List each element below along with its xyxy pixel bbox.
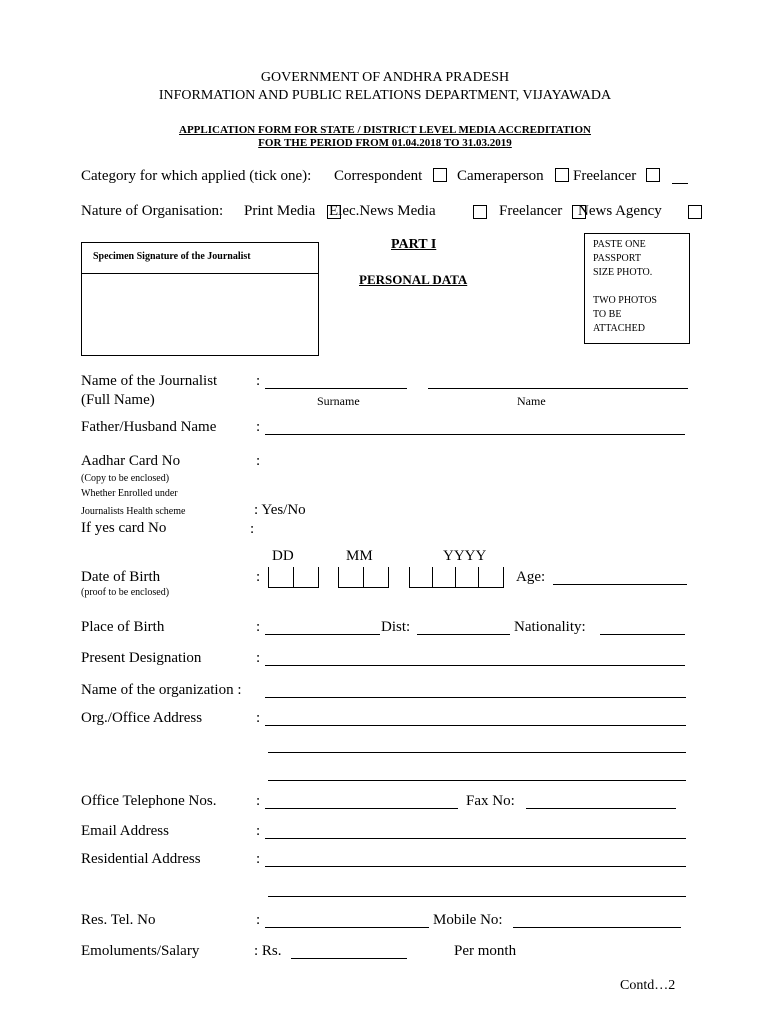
aadhar-colon: : [256,453,261,469]
org-checkbox-elec-news-media[interactable] [473,205,487,219]
age-input[interactable] [553,584,687,585]
org-option-news-agency: News Agency [578,203,662,219]
salary-label: Emoluments/Salary [81,943,200,959]
res-tel-input[interactable] [265,927,429,928]
dob-year-2[interactable] [432,567,456,588]
dob-month-2[interactable] [363,567,389,588]
full-name-label: (Full Name) [81,392,155,408]
aadhar-note-1: (Copy to be enclosed) [81,473,170,484]
office-tel-label: Office Telephone Nos. [81,793,217,809]
category-option-correspondent: Correspondent [334,168,423,184]
org-option-print-media: Print Media [244,203,316,219]
card-no-label: If yes card No [81,520,167,536]
place-of-birth-label: Place of Birth [81,619,165,635]
name-colon: : [256,373,261,389]
health-scheme-yes-no[interactable]: : Yes/No [254,502,306,518]
nationality-input[interactable] [600,634,685,635]
org-address-input-2[interactable] [268,752,686,753]
dob-colon: : [256,569,261,585]
name-input[interactable] [428,388,688,389]
photo-text-5: TO BE [593,309,622,320]
category-option-cameraperson: Cameraperson [457,168,544,184]
photo-text-3: SIZE PHOTO. [593,267,653,278]
salary-input[interactable] [291,958,407,959]
res-tel-label: Res. Tel. No [81,912,156,928]
aadhar-note-3: Journalists Health scheme [81,506,186,517]
name-caption: Name [517,394,546,408]
surname-caption: Surname [317,394,360,408]
organisation-label: Nature of Organisation: [81,203,224,219]
father-label: Father/Husband Name [81,419,217,435]
continued-note: Contd…2 [620,978,676,993]
dob-note: (proof to be enclosed) [81,587,170,598]
dob-day-2[interactable] [293,567,319,588]
part-title: PART I [391,237,437,252]
photo-text-6: ATTACHED [593,323,645,334]
signature-box[interactable] [81,242,319,356]
father-colon: : [256,419,261,435]
card-no-colon: : [250,521,255,537]
fax-input[interactable] [526,808,676,809]
mobile-label: Mobile No: [433,912,503,928]
dist-label: Dist: [381,619,411,635]
aadhar-label: Aadhar Card No [81,453,181,469]
designation-label: Present Designation [81,650,202,666]
office-tel-input[interactable] [265,808,458,809]
designation-colon: : [256,650,261,666]
res-address-colon: : [256,851,261,867]
org-checkbox-news-agency[interactable] [688,205,702,219]
photo-text-2: PASSPORT [593,253,641,264]
mobile-input[interactable] [513,927,681,928]
aadhar-note-2: Whether Enrolled under [81,488,178,499]
header-line-2: INFORMATION AND PUBLIC RELATIONS DEPARTMENT, VIJAYAWADA [158,88,612,103]
place-colon: : [256,619,261,635]
email-input[interactable] [265,838,686,839]
category-checkbox-correspondent[interactable] [433,168,447,182]
photo-text-4: TWO PHOTOS [593,295,657,306]
org-option-elec-news-media: Elec.News Media [329,203,436,219]
org-address-label: Org./Office Address [81,710,203,726]
photo-box[interactable] [584,233,690,344]
res-address-input-1[interactable] [265,866,686,867]
res-address-input-2[interactable] [268,896,686,897]
dist-input[interactable] [417,634,510,635]
email-label: Email Address [81,823,169,839]
photo-text-1: PASTE ONE [593,239,646,250]
rs-label: : Rs. [254,943,282,959]
place-of-birth-input[interactable] [265,634,380,635]
name-label: Name of the Journalist [81,373,218,389]
surname-input[interactable] [265,388,407,389]
email-colon: : [256,823,261,839]
dob-month-1[interactable] [338,567,364,588]
dob-year-4[interactable] [478,567,504,588]
mm-label: MM [346,548,373,564]
category-option-freelancer: Freelancer [573,168,637,184]
org-address-colon: : [256,710,261,726]
category-underline [672,183,688,184]
designation-input[interactable] [265,665,685,666]
nationality-label: Nationality: [514,619,586,635]
category-checkbox-freelancer[interactable] [646,168,660,182]
category-checkbox-cameraperson[interactable] [555,168,569,182]
org-address-input-1[interactable] [265,725,686,726]
category-label: Category for which applied (tick one): [81,168,312,184]
signature-box-label: Specimen Signature of the Journalist [93,251,251,262]
yyyy-label: YYYY [443,548,487,564]
part-subtitle: PERSONAL DATA [359,272,468,287]
res-address-label: Residential Address [81,851,201,867]
org-name-label: Name of the organization : [81,682,242,698]
org-address-input-3[interactable] [268,780,686,781]
per-month-label: Per month [454,943,517,959]
org-name-input[interactable] [265,697,686,698]
father-input[interactable] [265,434,685,435]
fax-label: Fax No: [466,793,515,809]
dob-day-1[interactable] [268,567,294,588]
form-title: APPLICATION FORM FOR STATE / DISTRICT LEVEL MEDIA ACCREDITATION [179,124,591,136]
office-tel-colon: : [256,793,261,809]
form-period: FOR THE PERIOD FROM 01.04.2018 TO 31.03.2019 [258,137,512,149]
org-option-freelancer: Freelancer [499,203,563,219]
dd-label: DD [272,548,294,564]
dob-year-3[interactable] [455,567,479,588]
dob-year-1[interactable] [409,567,433,588]
header-line-1: GOVERNMENT OF ANDHRA PRADESH [260,70,510,85]
res-tel-colon: : [256,912,261,928]
dob-label: Date of Birth [81,569,161,585]
age-label: Age: [516,569,546,585]
